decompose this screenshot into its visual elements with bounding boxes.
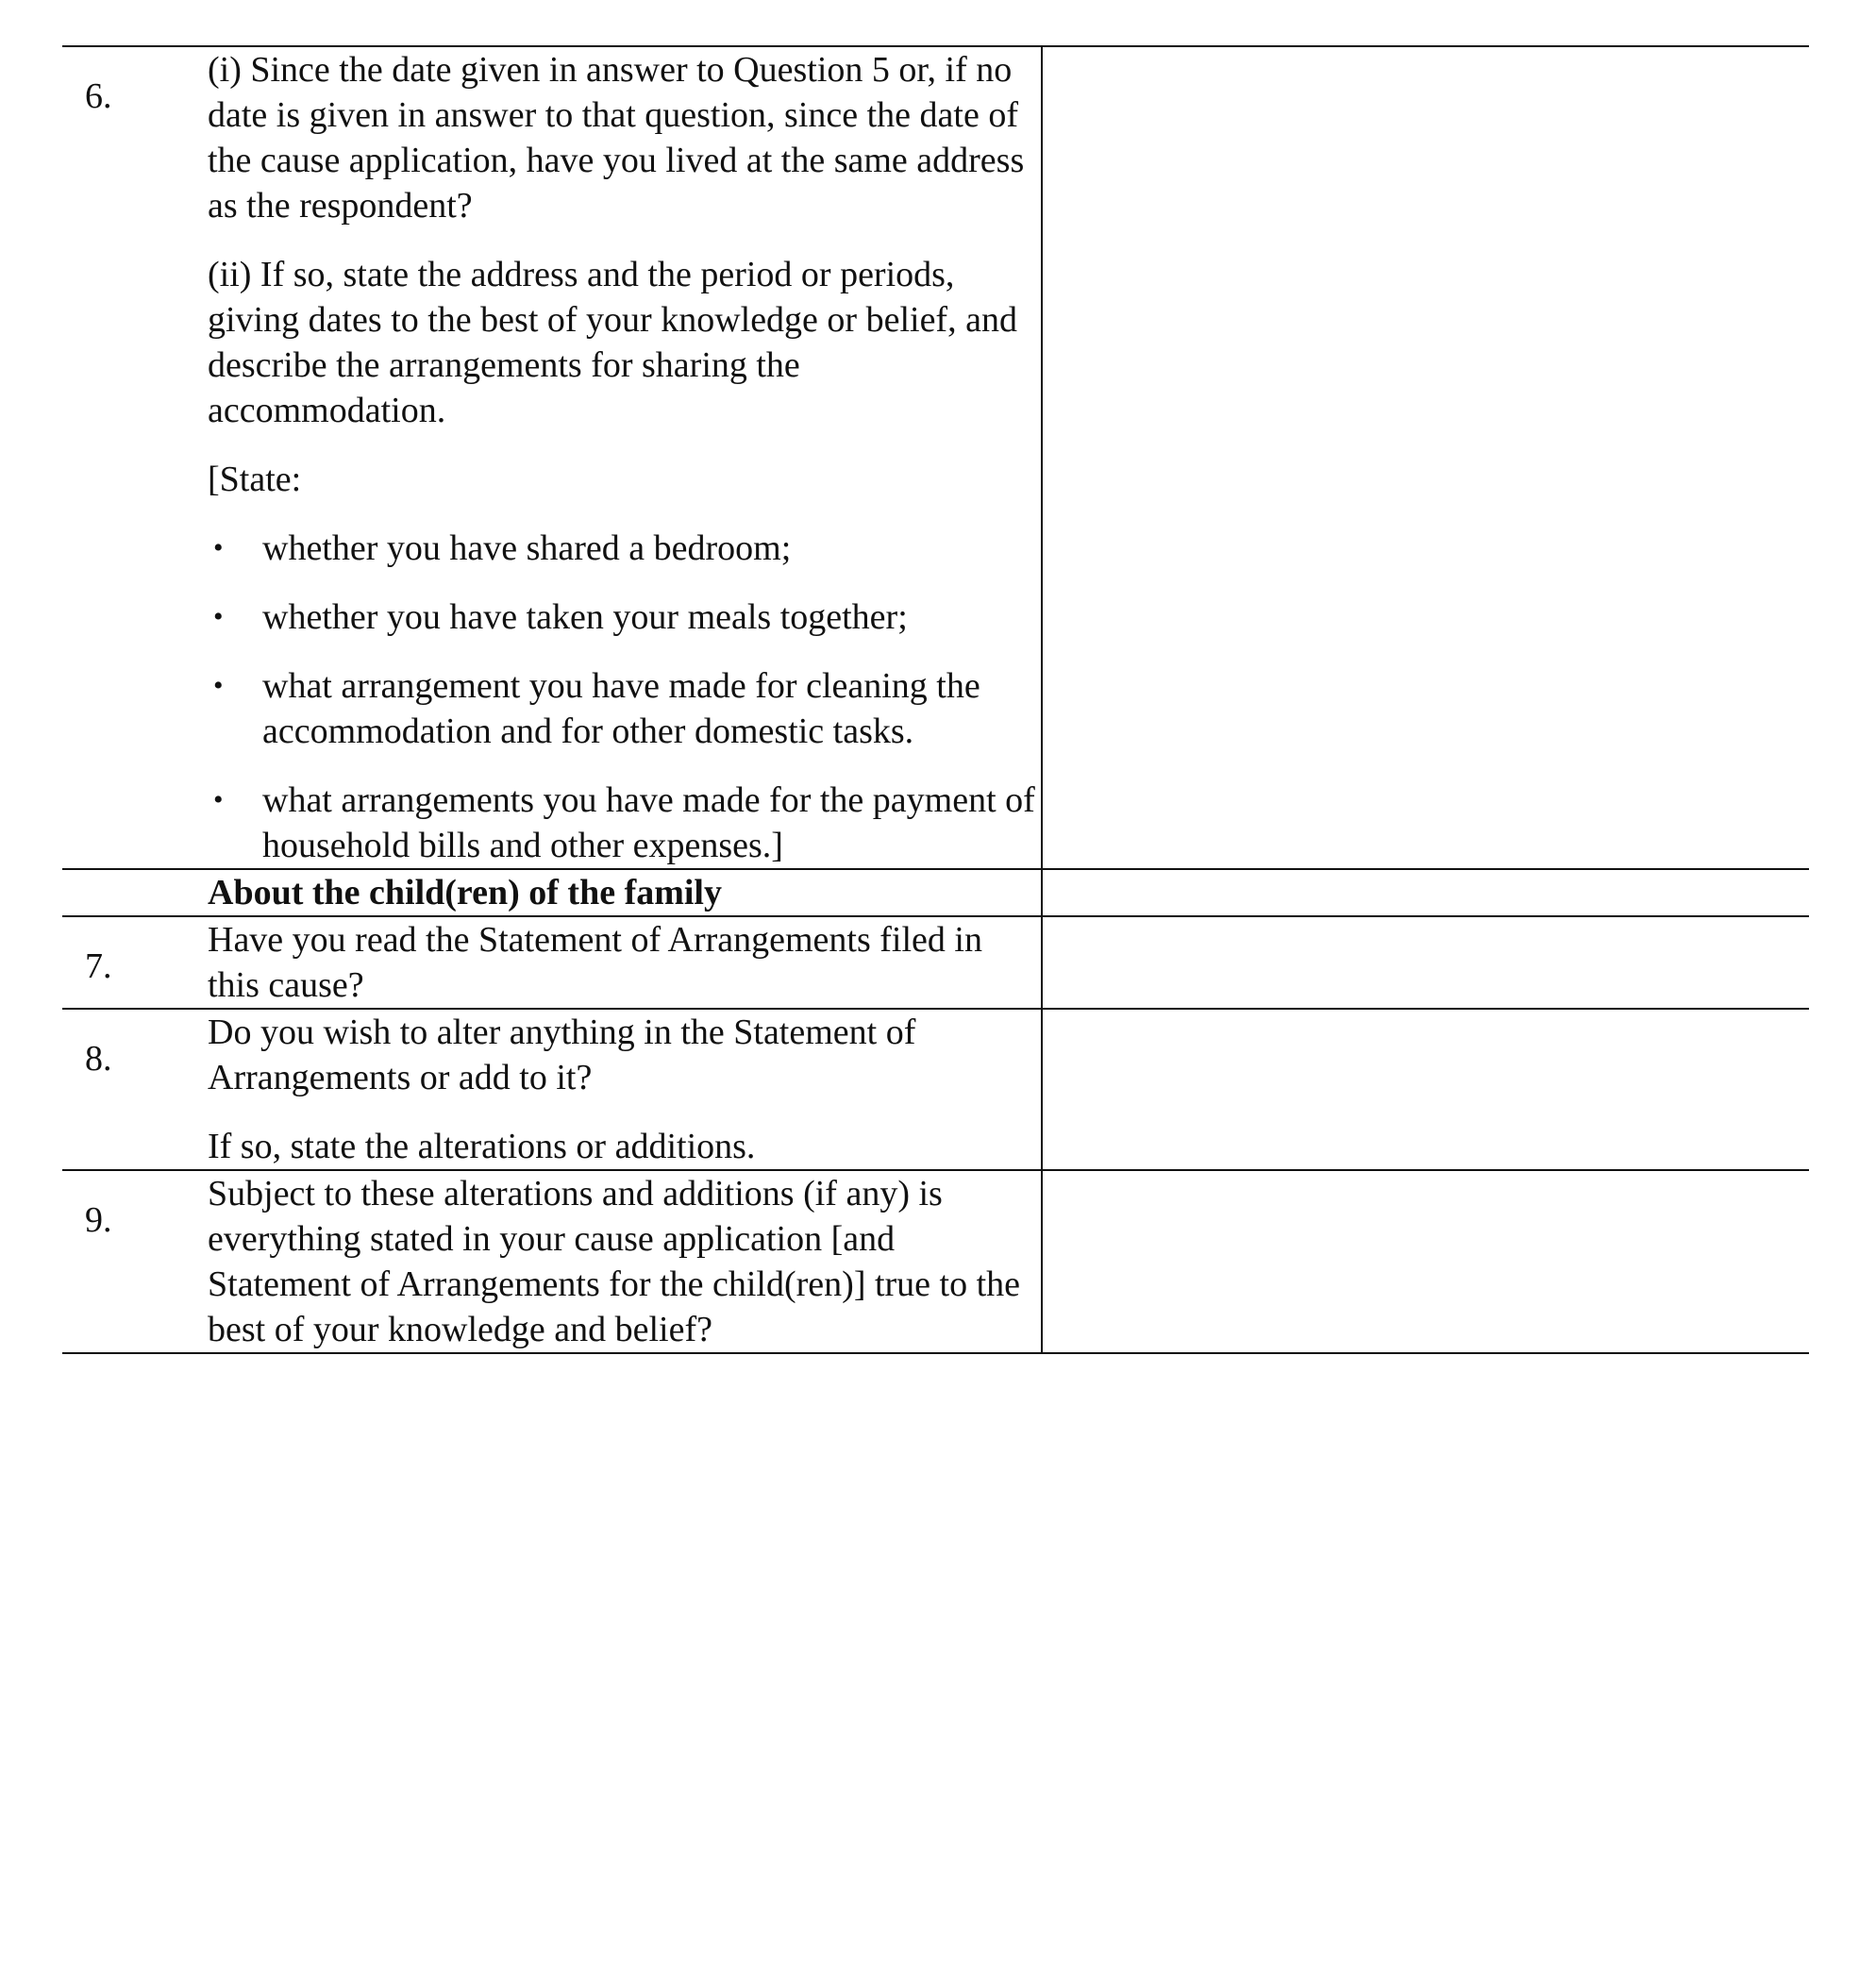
question-text-cell xyxy=(208,46,1042,869)
question-row-7 xyxy=(62,916,1809,1009)
question-6-part-ii: (ii) If so, state the address and the period or periods, giving dates to the best of your knowledge or belief, and describe the arrangements for sharing the accommodation. xyxy=(208,255,1017,430)
section-heading-number-cell xyxy=(62,869,208,916)
bullet-item xyxy=(208,663,1041,754)
question-number: 6. xyxy=(85,76,112,116)
bullet-icon: • xyxy=(213,670,224,701)
bullet-text: what arrangement you have made for cleaning the accommodation and for other domestic tasks. xyxy=(262,666,980,751)
question-text-cell xyxy=(208,1170,1042,1353)
section-heading: About the child(ren) of the family xyxy=(208,873,722,912)
section-heading-answer-cell xyxy=(1042,869,1809,916)
bullet-icon: • xyxy=(213,784,224,815)
question-6-part-i: (i) Since the date given in answer to Question 5 or, if no date is given in answer to that question, since the date of the cause application, have you lived at the same address as the respondent? xyxy=(208,50,1025,226)
question-number-cell xyxy=(62,916,208,1009)
question-number: 8. xyxy=(85,1039,112,1079)
bullet-icon: • xyxy=(213,532,224,563)
question-text-cell xyxy=(208,1009,1042,1170)
bullet-item xyxy=(208,594,1041,640)
section-heading-row xyxy=(62,869,1809,916)
bullet-text: whether you have shared a bedroom; xyxy=(262,528,792,568)
answer-cell-7[interactable] xyxy=(1042,916,1809,1009)
questionnaire-table xyxy=(62,45,1809,1354)
question-6-state-intro: [State: xyxy=(208,460,302,499)
question-8-followup: If so, state the alterations or additions. xyxy=(208,1127,756,1166)
question-text-cell xyxy=(208,916,1042,1009)
question-9-text: Subject to these alterations and additions (if any) is everything stated in your cause application [and Statement of Arrangements for the child(ren)] true to the best of your knowledge and belief? xyxy=(208,1174,1021,1349)
question-number-cell xyxy=(62,1009,208,1170)
question-row-6 xyxy=(62,46,1809,869)
question-6-bullet-list xyxy=(208,526,1041,868)
bullet-item xyxy=(208,778,1041,868)
bullet-text: whether you have taken your meals together; xyxy=(262,597,908,637)
question-number: 9. xyxy=(85,1200,112,1240)
question-8-text: Do you wish to alter anything in the Statement of Arrangements or add to it? xyxy=(208,1013,916,1097)
bullet-text: what arrangements you have made for the payment of household bills and other expenses.] xyxy=(262,780,1035,865)
answer-cell-6[interactable] xyxy=(1042,46,1809,869)
answer-cell-9[interactable] xyxy=(1042,1170,1809,1353)
answer-cell-8[interactable] xyxy=(1042,1009,1809,1170)
question-7-text: Have you read the Statement of Arrangements filed in this cause? xyxy=(208,920,982,1005)
question-row-9 xyxy=(62,1170,1809,1353)
bullet-icon: • xyxy=(213,601,224,632)
question-row-8 xyxy=(62,1009,1809,1170)
question-number: 7. xyxy=(85,946,112,986)
question-number-cell xyxy=(62,1170,208,1353)
question-number-cell xyxy=(62,46,208,869)
bullet-item xyxy=(208,526,1041,571)
